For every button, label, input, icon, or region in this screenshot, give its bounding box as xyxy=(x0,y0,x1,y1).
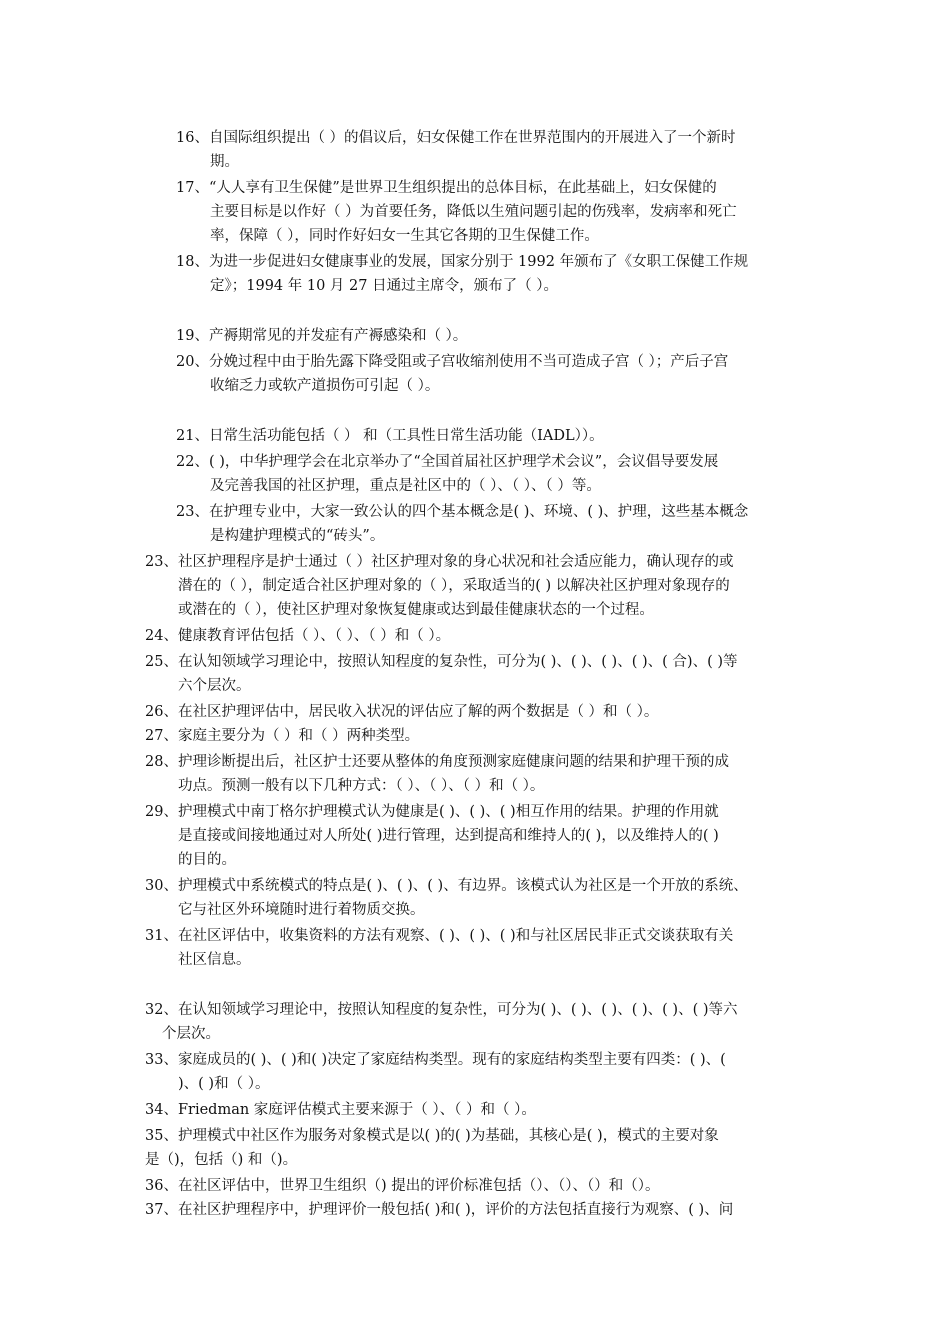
text-line: 33、家庭成员的( )、( )和( )决定了家庭结构类型。现有的家庭结构类型主要有四类：( )、( xyxy=(145,1052,726,1068)
text-line: 36、在社区评估中，世界卫生组织（) 提出的评价标准包括（）、（）、（）和（）。 xyxy=(145,1178,660,1194)
text-line: 定》；1994 年 10 月 27 日通过主席令，颁布了（ ）。 xyxy=(210,278,558,294)
text-line: 22、( )，中华护理学会在北京举办了“全国首届社区护理学术会议”，会议倡导要发展 xyxy=(176,454,719,470)
text-line: 24、健康教育评估包括（ ）、（ ）、（ ）和（ ）。 xyxy=(145,628,451,644)
text-line: 20、分娩过程中由于胎先露下降受阻或子宫收缩剂使用不当可造成子宫（ ）；产后子宫 xyxy=(176,354,729,370)
text-line: 23、在护理专业中，大家一致公认的四个基本概念是( )、环境、( )、护理，这些基本概念 xyxy=(176,504,749,520)
text-line: 及完善我国的社区护理，重点是社区中的（ ）、（ ）、（ ）等。 xyxy=(210,478,601,494)
text-line: 率，保障（ ），同时作好妇女一生其它各期的卫生保健工作。 xyxy=(210,228,599,244)
text-line: 30、护理模式中系统模式的特点是( )、( )、( )、有边界。该模式认为社区是一个开放的系统、 xyxy=(145,878,748,894)
text-line: 的目的。 xyxy=(178,852,236,868)
text-line: 34、Friedman 家庭评估模式主要来源于（ ）、（ ）和（ ）。 xyxy=(145,1102,536,1118)
text-line: 16、自国际组织提出（ ）的倡议后，妇女保健工作在世界范围内的开展进入了一个新时 xyxy=(176,130,736,146)
text-line: 29、护理模式中南丁格尔护理模式认为健康是( )、( )、( )相互作用的结果。护理的作用就 xyxy=(145,804,719,820)
text-line: 17、“人人享有卫生保健”是世界卫生组织提出的总体目标，在此基础上，妇女保健的 xyxy=(176,180,717,196)
text-line: 收缩乏力或软产道损伤可引起（ ）。 xyxy=(210,378,440,394)
text-line: 社区信息。 xyxy=(178,952,251,968)
text-line: 是直接或间接地通过对人所处( )进行管理，达到提高和维持人的( )，以及维持人的( ) xyxy=(178,828,719,844)
text-line: 32、在认知领域学习理论中，按照认知程度的复杂性，可分为( )、( )、( )、( )、( )、( )等六 xyxy=(145,1002,738,1018)
text-line: 37、在社区护理程序中，护理评价一般包括( )和( )，评价的方法包括直接行为观察、( )、问 xyxy=(145,1202,734,1218)
text-line: 期。 xyxy=(210,154,239,170)
text-line: 26、在社区护理评估中，居民收入状况的评估应了解的两个数据是（ ）和（ ）。 xyxy=(145,704,659,720)
text-line: 23、社区护理程序是护士通过（ ）社区护理对象的身心状况和社会适应能力，确认现存的或 xyxy=(145,554,734,570)
text-line: 是（)，包括（) 和（)。 xyxy=(145,1152,298,1168)
text-line: 主要目标是以作好（ ）为首要任务，降低以生殖问题引起的伤残率，发病率和死亡 xyxy=(210,204,737,220)
text-line: 21、日常生活功能包括（ ） 和（工具性日常生活功能（IADL））。 xyxy=(176,428,604,444)
text-line: 六个层次。 xyxy=(178,678,251,694)
text-line: 28、护理诊断提出后，社区护士还要从整体的角度预测家庭健康问题的结果和护理干预的成 xyxy=(145,754,729,770)
text-line: 个层次。 xyxy=(162,1026,220,1042)
text-line: 25、在认知领域学习理论中，按照认知程度的复杂性，可分为( )、( )、( )、( )、( 合)、( )等 xyxy=(145,654,738,670)
text-line: 它与社区外环境随时进行着物质交换。 xyxy=(178,902,425,918)
text-line: 功点。预测一般有以下几种方式：（ ）、（ ）、（ ）和（ ）。 xyxy=(178,778,545,794)
text-line: )、( )和（ ）。 xyxy=(178,1076,270,1092)
text-line: 或潜在的（ ），使社区护理对象恢复健康或达到最佳健康状态的一个过程。 xyxy=(178,602,654,618)
text-line: 是构建护理模式的“砖头”。 xyxy=(210,528,385,544)
text-line: 19、产褥期常见的并发症有产褥感染和（ ）。 xyxy=(176,328,468,344)
text-line: 27、家庭主要分为（ ）和（ ）两种类型。 xyxy=(145,728,420,744)
text-line: 潜在的（ ），制定适合社区护理对象的（ ），采取适当的( ) 以解决社区护理对象现存的 xyxy=(178,578,730,594)
text-line: 18、为进一步促进妇女健康事业的发展，国家分别于 1992 年颁布了《女职工保健工作规 xyxy=(176,254,749,270)
text-line: 35、护理模式中社区作为服务对象模式是以( )的( )为基础，其核心是( )，模式的主要对象 xyxy=(145,1128,719,1144)
text-line: 31、在社区评估中，收集资料的方法有观察、( )、( )、( )和与社区居民非正式交谈获取有关 xyxy=(145,928,734,944)
